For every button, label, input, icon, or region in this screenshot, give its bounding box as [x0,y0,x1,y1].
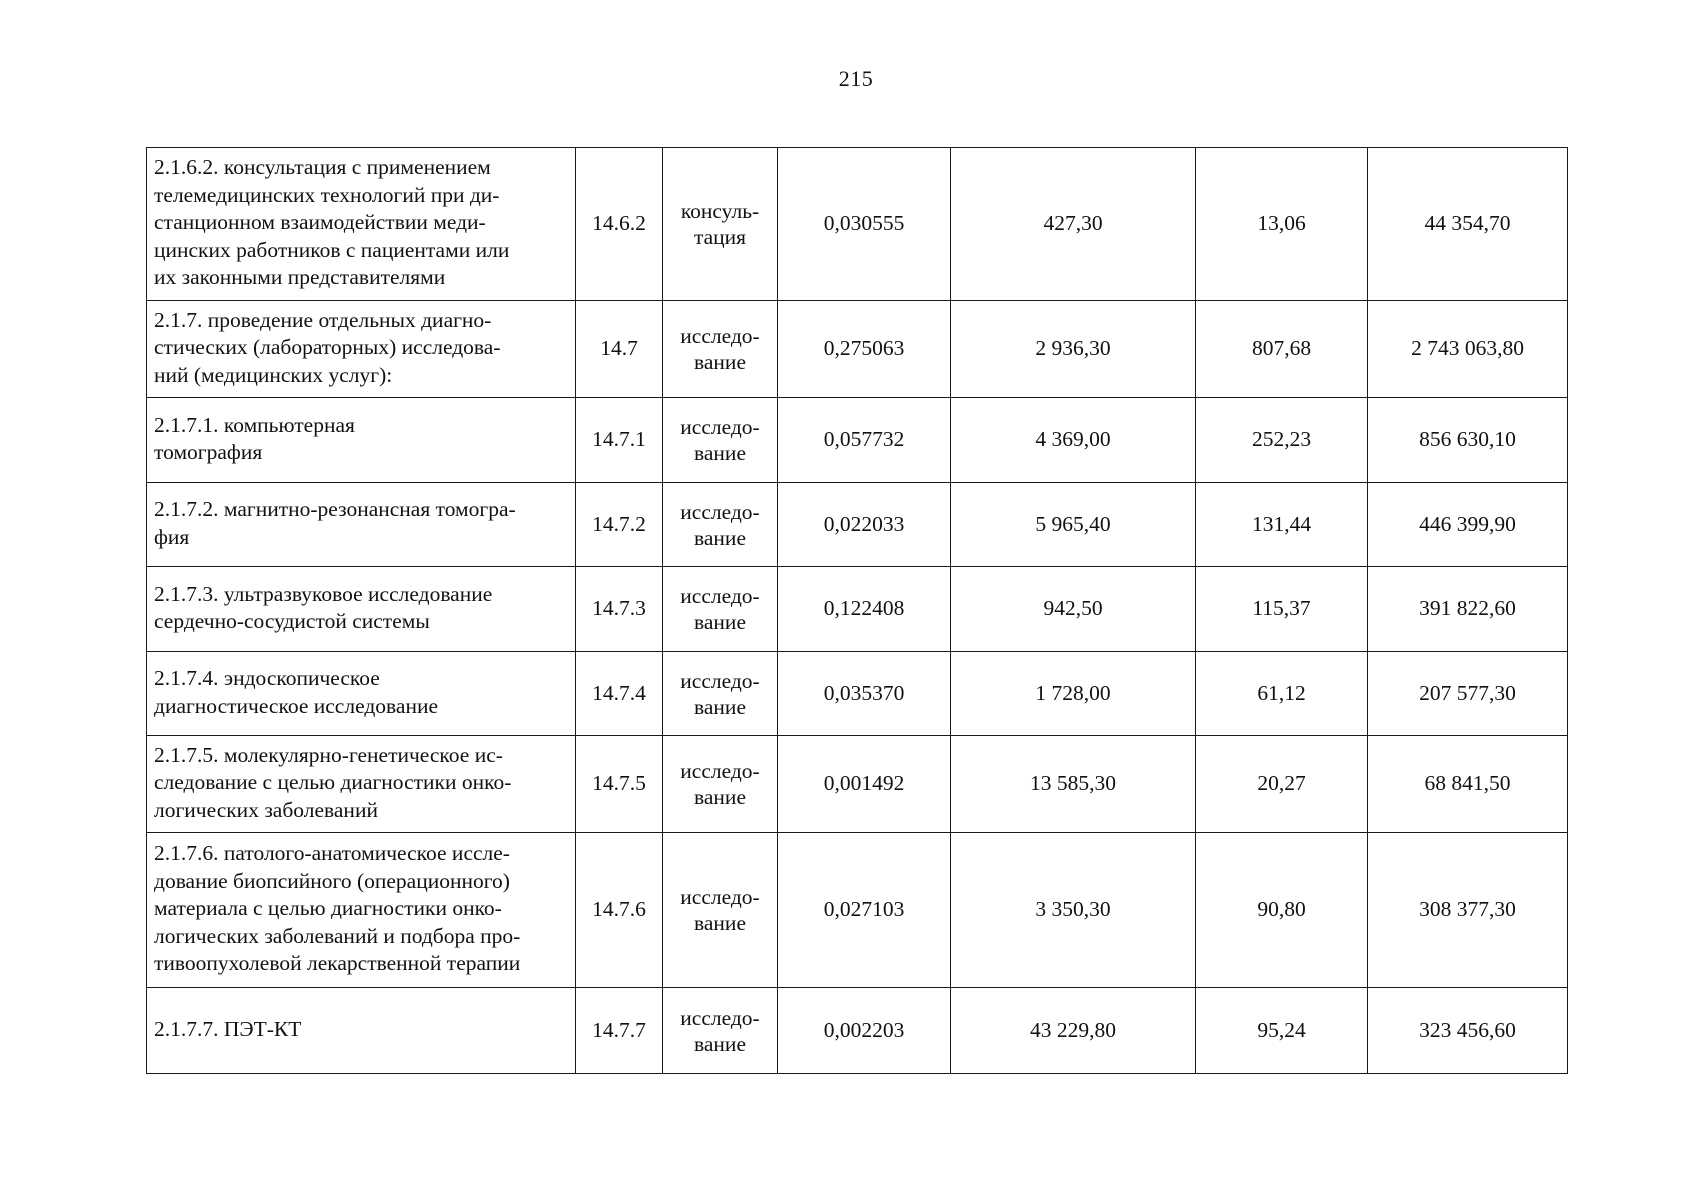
row-value-v2: 942,50 [951,567,1196,652]
row-value-v2: 13 585,30 [951,736,1196,833]
row-value-v2: 5 965,40 [951,483,1196,567]
row-unit-cell [663,567,778,652]
row-value-v3: 807,68 [1196,301,1368,398]
row-name-cell [147,483,576,567]
row-value-v3: 13,06 [1196,148,1368,301]
row-unit-line: исследо- [680,415,760,439]
row-value-v1: 0,057732 [778,398,951,483]
row-unit-cell [663,483,778,567]
row-unit-line: вание [694,694,746,719]
row-value-v1: 0,001492 [778,736,951,833]
row-value-v3: 95,24 [1196,988,1368,1074]
row-value-v4: 391 822,60 [1368,567,1568,652]
row-value-v2: 427,30 [951,148,1196,301]
row-code-cell: 14.7 [576,301,663,398]
row-unit-line: исследо- [680,499,760,524]
row-name-line: 2.1.7.1. компьютерная [154,412,355,437]
row-name-line: ний (медицинских услуг): [154,362,393,387]
row-unit-line: исследо- [680,668,760,693]
row-name-line: тивоопухолевой лекарственной терапии [154,951,521,976]
row-name-cell [147,301,576,398]
row-name-line: логических заболеваний [154,797,378,822]
row-name-line: следование с целью диагностики онко- [154,770,512,795]
row-name-line: сердечно-сосудистой системы [154,609,430,633]
row-value-v2: 4 369,00 [951,398,1196,483]
row-unit-line: вание [694,911,746,935]
row-value-v1: 0,035370 [778,652,951,736]
row-name-cell [147,567,576,652]
table-row [147,301,1568,398]
row-value-v3: 90,80 [1196,833,1368,988]
row-value-v3: 20,27 [1196,736,1368,833]
row-unit-cell [663,148,778,301]
row-name-line: диагностическое исследование [154,693,438,718]
row-unit-cell [663,736,778,833]
row-value-v4: 856 630,10 [1368,398,1568,483]
row-name-line: дование биопсийного (операционного) [154,868,510,893]
row-value-v1: 0,027103 [778,833,951,988]
row-value-v4: 68 841,50 [1368,736,1568,833]
row-name-line: 2.1.7.7. ПЭТ-КТ [154,1016,302,1041]
row-code-cell: 14.7.5 [576,736,663,833]
row-value-v4: 323 456,60 [1368,988,1568,1074]
row-unit-cell [663,988,778,1074]
row-unit-cell [663,301,778,398]
row-value-v4: 2 743 063,80 [1368,301,1568,398]
row-unit-line: вание [694,610,746,634]
row-unit-line: вание [694,350,746,374]
row-value-v3: 115,37 [1196,567,1368,652]
row-value-v1: 0,002203 [778,988,951,1074]
row-name-line: 2.1.7.4. эндоскопическое [154,666,380,690]
row-unit-line: исследо- [680,324,760,348]
row-code-cell: 14.7.3 [576,567,663,652]
row-name-line: 2.1.7. проведение отдельных диагно- [154,307,492,332]
row-name-line: 2.1.7.6. патолого-анатомическое иссле- [154,841,510,866]
row-value-v3: 131,44 [1196,483,1368,567]
row-unit-line: исследо- [680,885,760,909]
row-unit-line: вание [694,1031,746,1056]
row-name-line: их законными представителями [154,265,446,290]
row-value-v1: 0,022033 [778,483,951,567]
table-row [147,833,1568,988]
row-value-v3: 61,12 [1196,652,1368,736]
row-value-v2: 3 350,30 [951,833,1196,988]
row-name-line: 2.1.6.2. консультация с применением [154,155,491,180]
row-name-line: стических (лабораторных) исследова- [154,335,501,360]
row-name-line: фия [154,524,190,549]
row-unit-line: тация [693,225,747,249]
row-name-cell [147,148,576,301]
row-unit-line: вание [694,441,746,465]
row-value-v2: 2 936,30 [951,301,1196,398]
row-code-cell: 14.7.6 [576,833,663,988]
table-row [147,148,1568,301]
row-code-cell: 14.7.1 [576,398,663,483]
row-code-cell: 14.7.7 [576,988,663,1074]
row-value-v2: 43 229,80 [951,988,1196,1074]
table-row [147,567,1568,652]
row-name-cell [147,736,576,833]
row-value-v4: 207 577,30 [1368,652,1568,736]
row-unit-line: исследо- [680,584,760,608]
row-name-cell [147,833,576,988]
row-unit-line: вание [694,525,746,550]
row-name-line: телемедицинских технологий при ди- [154,182,500,207]
row-name-line: 2.1.7.3. ультразвуковое исследование [154,581,493,606]
row-unit-line: исследо- [680,1005,760,1030]
row-name-cell [147,988,576,1074]
table-row [147,483,1568,567]
row-code-cell: 14.7.4 [576,652,663,736]
row-name-line: 2.1.7.5. молекулярно-генетическое ис- [154,742,503,767]
row-value-v4: 44 354,70 [1368,148,1568,301]
row-name-line: материала с целью диагностики онко- [154,896,502,921]
row-value-v1: 0,030555 [778,148,951,301]
table-row [147,988,1568,1074]
data-table [146,147,1568,1074]
row-value-v1: 0,122408 [778,567,951,652]
row-unit-cell [663,398,778,483]
row-code-cell: 14.7.2 [576,483,663,567]
row-unit-line: вание [694,785,746,809]
row-unit-line: консуль- [680,199,760,223]
row-value-v3: 252,23 [1196,398,1368,483]
row-unit-cell [663,833,778,988]
row-name-line: логических заболеваний и подбора про- [154,923,521,948]
row-name-cell [147,398,576,483]
row-name-line: 2.1.7.2. магнитно-резонансная томогра- [154,497,516,521]
row-unit-line: исследо- [680,759,760,783]
row-unit-cell [663,652,778,736]
table-row [147,398,1568,483]
row-value-v1: 0,275063 [778,301,951,398]
row-name-line: цинских работников с пациентами или [154,237,510,262]
table-row [147,736,1568,833]
row-name-cell [147,652,576,736]
page-number: 215 [838,66,874,91]
row-name-line: томография [154,440,263,464]
row-value-v4: 446 399,90 [1368,483,1568,567]
table-row [147,652,1568,736]
row-value-v4: 308 377,30 [1368,833,1568,988]
row-value-v2: 1 728,00 [951,652,1196,736]
row-code-cell: 14.6.2 [576,148,663,301]
row-name-line: станционном взаимодействии меди- [154,210,486,235]
